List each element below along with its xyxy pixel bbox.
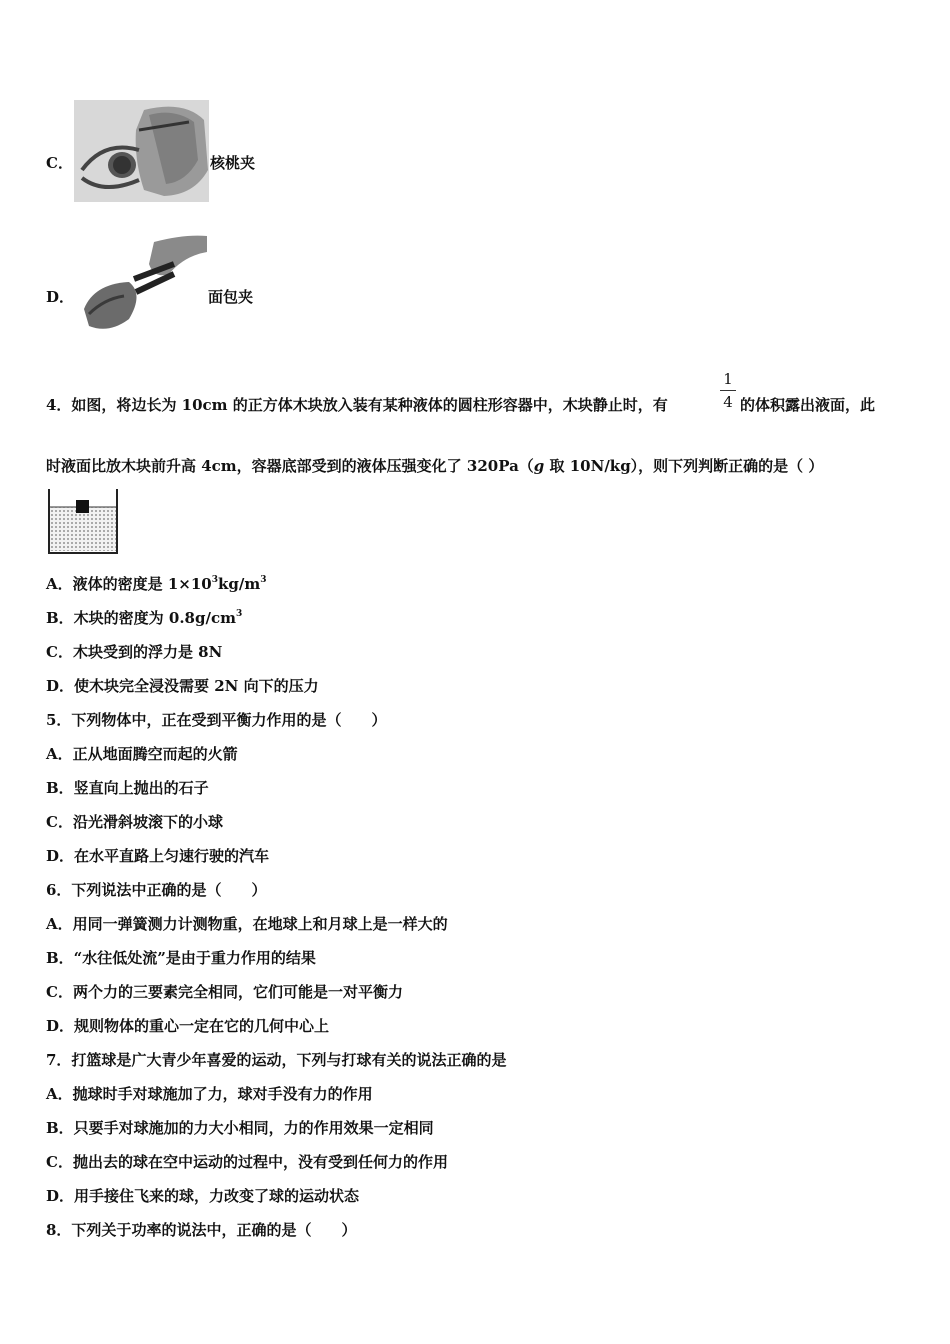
q4-option-a: A．液体的密度是 $1\times 10^3kg/m^3$ (46, 575, 267, 593)
q6-option-a: A．用同一弹簧测力计测物重，在地球上和月球上是一样大的 (46, 915, 448, 933)
q7-stem: 7．打篮球是广大青少年喜爱的运动，下列与打球有关的说法正确的是 (46, 1051, 507, 1069)
q4-option-b: B．木块的密度为 $0.8g/cm^3$ (46, 609, 243, 627)
q5-option-c: C．沿光滑斜坡滚下的小球 (46, 813, 223, 831)
q5-stem: 5．下列物体中，正在受到平衡力作用的是（ ） (46, 711, 387, 729)
option-d-caption: 面包夹 (208, 288, 254, 306)
walnut-cracker-photo (74, 100, 209, 202)
q6-option-b: B．“水往低处流”是由于重力作用的结果 (46, 949, 316, 967)
q5-option-a: A．正从地面腾空而起的火箭 (46, 745, 238, 763)
q7-option-b: B．只要手对球施加的力大小相同，力的作用效果一定相同 (46, 1119, 434, 1137)
fraction-one-quarter: 1 4 (718, 370, 738, 411)
q7-option-c: C．抛出去的球在空中运动的过程中，没有受到任何力的作用 (46, 1153, 448, 1171)
option-c-letter: C． (46, 154, 73, 172)
q4-stem-line1-end: 的体积露出液面，此 (740, 396, 876, 414)
q4-option-c: C．木块受到的浮力是 8N (46, 643, 223, 661)
q7-option-a: A．抛球时手对球施加了力，球对手没有力的作用 (46, 1085, 373, 1103)
q6-stem: 6．下列说法中正确的是（ ） (46, 881, 267, 899)
q4-option-d: D．使木块完全浸没需要 2N 向下的压力 (46, 677, 319, 695)
container-diagram (46, 489, 120, 555)
q7-option-d: D．用手接住飞来的球，力改变了球的运动状态 (46, 1187, 360, 1205)
q8-stem: 8．下列关于功率的说法中，正确的是（ ） (46, 1221, 357, 1239)
q4-stem-line1: 4．如图，将边长为 10cm 的正方体木块放入装有某种液体的圆柱形容器中，木块静止时，有 (46, 396, 668, 414)
q6-option-c: C．两个力的三要素完全相同，它们可能是一对平衡力 (46, 983, 403, 1001)
q5-option-b: B．竖直向上抛出的石子 (46, 779, 209, 797)
option-d-letter: D． (46, 288, 75, 306)
option-c-caption: 核桃夹 (210, 154, 256, 172)
q6-option-d: D．规则物体的重心一定在它的几何中心上 (46, 1017, 330, 1035)
bread-tongs-photo (74, 234, 209, 334)
q4-stem-line2: 时液面比放木块前升高 4cm，容器底部受到的液体压强变化了 320Pa（g 取 10N/kg），则下列判断正确的是（ ） (46, 457, 824, 475)
q5-option-d: D．在水平直路上匀速行驶的汽车 (46, 847, 270, 865)
